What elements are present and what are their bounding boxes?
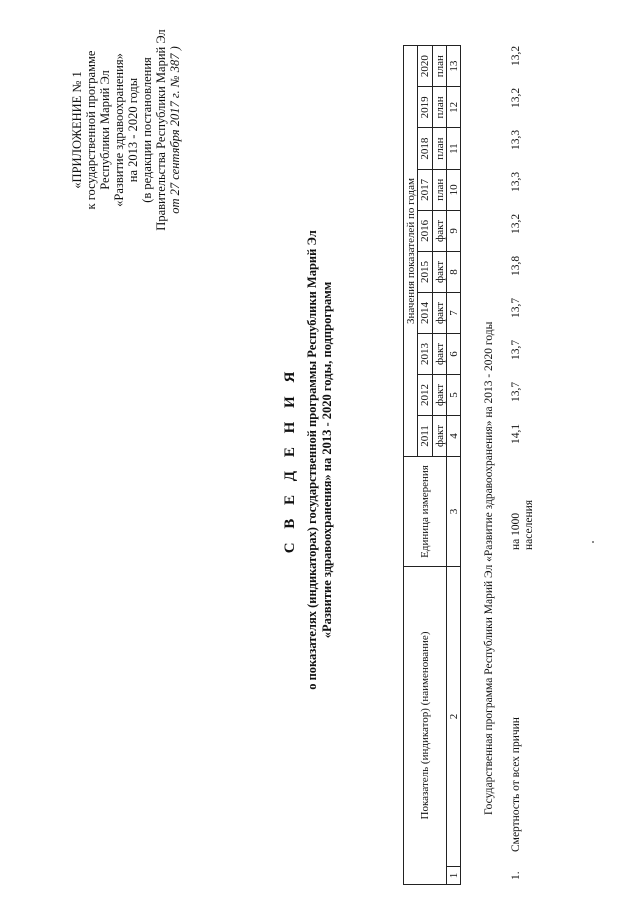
col-number: 9 <box>447 210 461 251</box>
kind-cell: факт <box>433 210 447 251</box>
col-number: 8 <box>447 251 461 292</box>
year-cell: 2019 <box>418 87 433 128</box>
header-indicator: Показатель (индикатор) (наименование) <box>404 567 447 885</box>
kind-cell: факт <box>433 374 447 415</box>
kind-cell: факт <box>433 251 447 292</box>
row-unit <box>510 500 536 550</box>
year-cell: 2013 <box>418 333 433 374</box>
col-number: 6 <box>447 333 461 374</box>
year-cell: 2011 <box>418 415 433 456</box>
year-cell: 2016 <box>418 210 433 251</box>
annex-line: Республики Марий Эл <box>98 70 112 190</box>
document-subtitle: о показателях (индикаторах) государственной программы Республики Марий Эл <box>305 230 319 690</box>
row-unit-line: на 1000 <box>510 512 522 550</box>
row-value: 13,7 <box>510 381 522 402</box>
section-title: Государственная программа Республики Марий Эл «Развитие здравоохранения» на 2013 - 2020 годы <box>483 321 495 815</box>
annex-line: (в редакции постановления <box>140 57 154 203</box>
kind-cell: факт <box>433 292 447 333</box>
col-number: 7 <box>447 292 461 333</box>
col-number: 3 <box>447 457 461 567</box>
col-number: 4 <box>447 415 461 456</box>
document-title: С В Е Д Е Н И Я <box>282 366 298 554</box>
row-value: 13,7 <box>510 339 522 360</box>
col-number: 11 <box>447 128 461 169</box>
header-unit: Единица измерения <box>404 457 447 567</box>
row-value: 13,7 <box>510 297 522 318</box>
row-value: 14,1 <box>510 423 522 444</box>
row-value: 13,2 <box>510 213 522 234</box>
annex-line: от 27 сентября 2017 г. № 387 ) <box>168 46 182 214</box>
row-value: 13,2 <box>510 87 522 108</box>
annex-line: на 2013 - 2020 годы <box>126 77 140 183</box>
year-cell: 2017 <box>418 169 433 210</box>
row-unit-line: населения <box>523 499 535 550</box>
document-subtitle: «Развитие здравоохранения» на 2013 - 2020 годы, подпрограмм <box>320 281 334 639</box>
scan-speck <box>592 541 594 543</box>
kind-cell: план <box>433 46 447 87</box>
row-value: 13,2 <box>510 45 522 66</box>
document-heading <box>282 75 335 845</box>
year-cell: 2018 <box>418 128 433 169</box>
kind-cell: факт <box>433 333 447 374</box>
header-values: Значения показателей по годам <box>404 46 418 457</box>
kind-cell: план <box>433 128 447 169</box>
row-indicator-name: Смертность от всех причин <box>510 717 522 852</box>
col-number: 13 <box>447 46 461 87</box>
row-value: 13,3 <box>510 171 522 192</box>
year-cell: 2015 <box>418 251 433 292</box>
col-number: 12 <box>447 87 461 128</box>
year-cell: 2020 <box>418 46 433 87</box>
col-number: 5 <box>447 374 461 415</box>
year-cell: 2012 <box>418 374 433 415</box>
annex-line: Правительства Республики Марий Эл <box>154 29 168 231</box>
indicators-table <box>403 45 461 885</box>
annex-block <box>70 10 182 250</box>
col-number: 2 <box>447 567 461 867</box>
annex-line: «Развитие здравоохранения» <box>112 53 126 207</box>
kind-cell: факт <box>433 415 447 456</box>
year-cell: 2014 <box>418 292 433 333</box>
annex-title: «ПРИЛОЖЕНИЕ № 1 <box>70 71 84 189</box>
table-row <box>510 20 550 880</box>
kind-cell: план <box>433 169 447 210</box>
annex-line: к государственной программе <box>84 50 98 210</box>
col-number: 1 <box>447 867 461 885</box>
row-value: 13,3 <box>510 129 522 150</box>
col-number: 10 <box>447 169 461 210</box>
kind-cell: план <box>433 87 447 128</box>
row-value: 13,8 <box>510 255 522 276</box>
row-number: 1. <box>510 871 522 880</box>
